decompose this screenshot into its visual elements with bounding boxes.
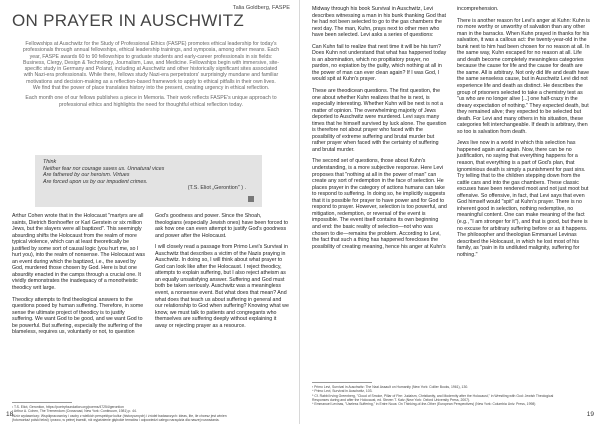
footnotes [312,385,590,406]
footnote: Wzór wydawniczy: Współpracownicy i osoby z wielkich perspektyw kultur (historycznych) i źródeł badawczych: ideas, lite, ile chcesz jest winien [12,413,227,418]
body-column-1 [12,213,145,341]
quote-line: Are fathered by our heroism. Virtues [43,172,130,178]
quote-citation: (T.S. Eliot „Gerontion" ) . [187,185,246,191]
epigraph-quote [35,155,262,207]
author-name: Talia Goldberg, FASPE [232,5,290,11]
body-column-1 [312,6,447,255]
quote-line: Are forced upon us by our impudent crimes. [43,178,148,185]
body-paragraph: Theodicy attempts to find theological answers to the questions posed by human suffering. Therefore, in some sense the ultimate project of theodicy is to justify suffering. We want God to be good, and we want God to be powerful. But suffering, especially the suffering of the blameless, requires us, voluntarily or not, to question [12,296,144,336]
body-paragraph: There is another reason for Levi's anger at Kuhn: Kuhn is no more worthy or unworthy of salvation than any other man in the barracks. When Kuhn prayed in thanks for his salvation, it was a callous act: the twenty-year-old in the bunk next to him had been chosen for no reason at all. In the same way, Kuhn escaped for no reason at all. Life and death become completely meaningless categories because the cause for life and the cause for death are the same. All is arbitrary. Not only did life and death have the same senseless cause, but in Auschwitz Levi did not experience life and death as distinct. He describes the group of prisoners selected to take a chemistry test as "us who are no longer alive [...] one half-crazy in the dreary expectation of nothing." They expected death, but they remained alive; they expected to be selected but death. For Levi and many others in his situation, these categories felt interchangeable. If death is arbitrary, then so too is salvation from death. [457,17,590,135]
footnote: ³ Primo Levi, Survival in Auschwitz: The Nazi Assault on Humanity (New York: Collier Books, 1961), 130. [312,385,469,389]
footnote: ⁵ Cf. Rabbi Irving Greenberg, "Cloud of Smoke, Pillar of Fire: Judaism, Christianity, and Modernity after the Holocaust," in Wrestling with God: Jewish Theological [312,393,554,398]
body-paragraph: God's goodness and power. Since the Shoah, theologians (especially Jewish ones) have been forced to ask how one can even attempt to justify God's goodness and power after the Holocaust. [155,213,289,239]
body-paragraph: The second set of questions, those about Kuhn's understanding, is a more subjective response. Here Levi proposes that "nothing at all in the power of man" can create any sort of redemption in the face of selection. He places prayer in the category of actions humans can take to respond to suffering. In doing so, he implicitly suggests that it is possible for prayer to have power and for God to respond to prayer. However, selection is too powerful, and mitigation, redemption, or reversal of the event is impossible. The event itself contains its own beginning and end: the basic reality of selection—not who was chosen to die—remains the problem. According to Levi, the fact that such a thing has happened forecloses the possibility of creating meaning, hence his anger at Kuhn's [312,158,447,250]
quote-mark-square [248,196,254,202]
right-page [300,0,600,424]
quote-line: Think [43,159,57,165]
body-paragraph: Jews live now in a world in which this selection has happened again and again. Now, there can be no justification, no saying that everything happens for a reason, that everything is a part of God's plan, that ignominious death is simply a punishment for past sins. Try telling that to the children stepping down from the cattle cars and into the gas chambers. These classic excuses have been rendered moot and not just moot but offensive. So offensive, in fact, that Levi says that even God himself would "spit" at Kuhn's prayer. There is no inherent good in selection, nothing redemptive, no meaningful content. One can make meaning of the fact (e.g., "I am stronger for it"), and that is good, but there is no excuse for arbitrary suffering before or as it happens. The philosopher and theologian Emmanuel Levinas described the Holocaust, in which he lost most of his family, as "pain in its undiluted malignity, suffering for nothing." [457,140,589,258]
footnote: ⁶ Emmanuel Levinas, "Useless Suffering," in Entre Nous: On Thinking-of-the-Other (European Perspectives) (New York: Columbia Univ. Press, 1998) [312,402,536,407]
page-number: 19 [586,411,594,418]
footnotes [12,405,288,422]
footnote: (fotomontaż polski tekst) i prawo, w pełnej kwestii, niż wyjaśnienie głębokie tematów i odpowiedzi całego narzędzia dla naszej rozważania. [12,417,220,422]
footnote-rule [12,402,72,403]
footnote: ¹ T.S. Eliot, Gerontion, https://poetryfoundation.org/poems/47254/gerontion [12,405,124,409]
intro-block [22,41,280,112]
body-column-2 [457,6,591,263]
footnote: ⁴ Primo Levi, Survival in Auschwitz, 103. [312,389,373,394]
footnote-rule [312,382,372,383]
article-title: ON PRAYER IN AUSCHWITZ [12,11,245,30]
body-column-2 [155,213,289,334]
body-paragraph: These are theodicean questions. The first question, the one about whether Kuhn realizes that he is next, is especially interesting. Whether Kuhn will be next is not a matter of opinion. The overwhelming majority of Jews deported to Auschwitz were murdered. Levi says many times that he himself survived by luck alone. The question is therefore not about prayer who faced with the possibility of extreme suffering and brutal murder but rather prayer when faced with the certainty of suffering and brutal murder. [312,88,447,153]
quote-line: Neither fear nor courage saves us. Unnatural vices [43,165,165,172]
body-paragraph: incomprehension. [457,6,499,12]
intro-paragraph: Each month one of our fellows publishes a piece in Memoria. Their work reflects FASPE's unique approach to professional ethics and highlights the need for thoughtful ethical reflection today. [25,95,277,108]
body-paragraph: Midway through his book Survival in Auschwitz, Levi describes witnessing a man in his bunk thanking God that he had not been selected to go to the gas chambers the next day. The man, Kuhn, prays next to other men who have been selected. Levi asks a series of questions: [312,6,446,39]
body-paragraph: I will closely read a passage from Primo Levi's Survival in Auschwitz that describes a victim of the Nazis praying in Auschwitz. In doing so, I will think about what prayer to God can look like after the Holocaust. I reject theodicy, attempts to explain suffering, but I also reject atheism as an equally unsatisfying answer. Suffering and God must both be taken seriously. Auschwitz was a meaningless event, a nonsense event. But what does that mean? And what does that teach us about suffering in general and our relationship to God when suffering? Knowing what we know, we must talk to patients and congregants who themselves are suffering deeply without explaining it away or rejecting prayer as a resource. [155,244,289,329]
footnote: Responses during and after the Holocaust, ed. Steven T. Katz (New York: Oxford University Press, 2007). [312,397,471,402]
body-paragraph: Arthur Cohen wrote that in the Holocaust "martyrs are all saints, Dietrich Bonhoeffer or Karl Gerstein or six million Jews, but the slayers were all baptized". This seemingly absurding shifts the Holocaust from the realm of more typical violence, which can at least theoretically be justified by some sort of causal logic (you hurt me, so I hurt you), into the realm of nonsense. The Holocaust was an event during which the baptized, i.e., the saved by God, murdered those chosen by God. Here is but one absurdity enacted in the camps through a crucial one. It vividly demonstrates the inadequacy of a monotheistic theodicy writ large. [12,213,145,292]
footnote: ² Arthur A. Cohen, The Tremendum (Crossroad, New York: Continuum, 1981) p. 44. [12,409,137,414]
body-paragraph: Can Kuhn fail to realize that next time it will be his turn? Does Kuhn not understand that what has happened today is an abomination, which no propitiatory prayer, no pardon, no expiation by the guilty, which nothing at all in the power of man can ever clean again? If I was God, I would spit at Kuhn's prayer. [312,43,447,83]
intro-paragraph: Fellowships at Auschwitz for the Study of Professional Ethics (FASPE) promotes ethical leadership for today's professionals through annual fellowships, ethical leadership trainings, and symposia, among other means. Each year, FASPE awards 60 to 90 fellowships to graduate students and early-career professionals in six fields: Business, Clergy, Design & Technology, Journalism, Law, and Medicine. Fellowships begin with immersive, site-specific study in Germany and Poland, including at Auschwitz and other historically significant sites associated with Nazi-era professionals. While there, fellows study Nazi-era perpetrators' surprisingly mundane and familiar motivations and decision-making as a reflection-based framework to apply to ethical pitfalls in their own lives. We find that the power of place translates history into the present, creating urgency in ethical reflection. [22,41,280,92]
page-number: 18 [6,411,14,418]
